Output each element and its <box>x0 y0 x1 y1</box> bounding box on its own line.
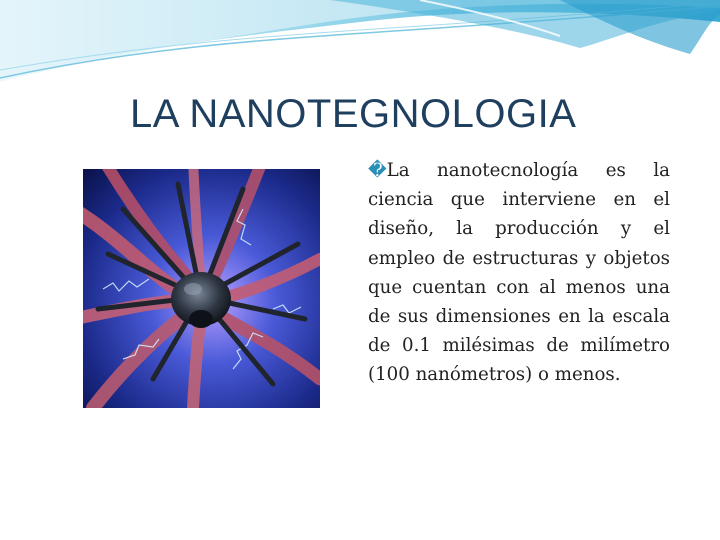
body-paragraph <box>368 156 670 390</box>
body-text-content: La nanotecnología es la ciencia que interviene en el diseño, la producción y el empleo de estructuras y objetos que cuentan con al menos una de sus dimensiones en la escala de 0.1 milésimas de milímetro (100 nanómetros) o menos. <box>368 160 670 386</box>
nanorobot-image <box>83 169 320 408</box>
slide-title: LA NANOTEGNOLOGIA <box>130 92 577 136</box>
header-wave-decoration <box>0 0 720 90</box>
bullet-glyph: � <box>368 160 387 181</box>
